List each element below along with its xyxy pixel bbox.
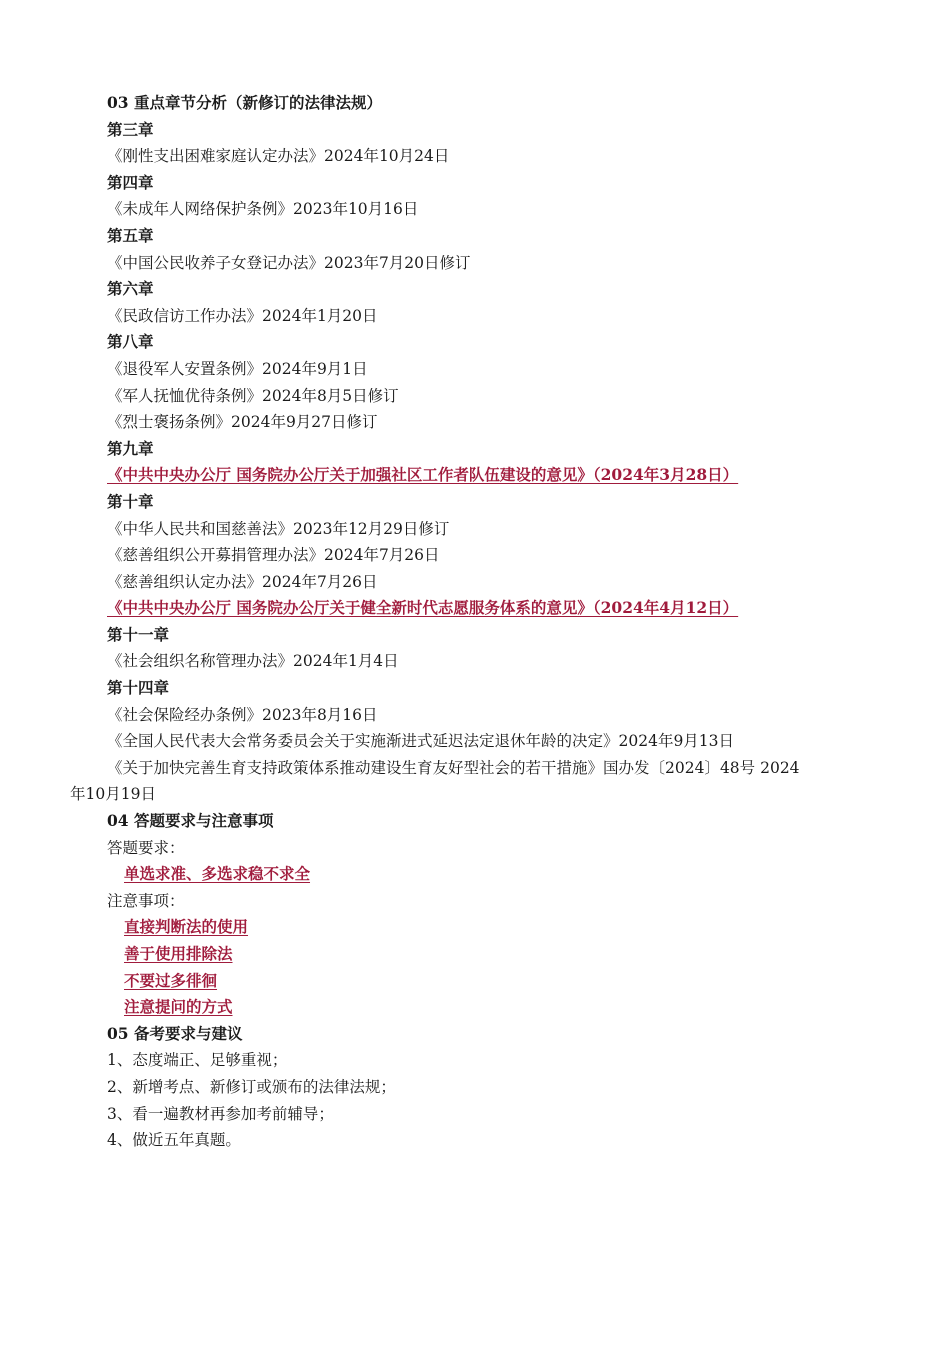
law-item: 《退役军人安置条例》2024年9月1日 xyxy=(107,359,368,378)
note-link[interactable]: 注意提问的方式 xyxy=(124,997,233,1017)
highlighted-policy-link[interactable]: 《中共中央办公厅 国务院办公厅关于加强社区工作者队伍建设的意见》（2024年3月28日） xyxy=(107,465,739,485)
suggestion-item: 4、做近五年真题。 xyxy=(107,1131,241,1150)
chapter-8-heading: 第八章 xyxy=(107,332,154,352)
law-item: 《关于加快完善生育支持政策体系推动建设生育友好型社会的若干措施》国办发〔2024〕48号 2024 xyxy=(107,758,800,777)
chapter-4-heading: 第四章 xyxy=(107,172,154,192)
document-page xyxy=(0,90,950,1154)
chapter-6-heading: 第六章 xyxy=(107,279,154,299)
chapter-14-heading: 第十四章 xyxy=(107,678,170,698)
note-link[interactable]: 不要过多徘徊 xyxy=(124,970,218,990)
answer-requirement-label: 答题要求： xyxy=(107,838,185,857)
law-item: 《慈善组织公开募捐管理办法》2024年7月26日 xyxy=(107,546,440,565)
law-item: 《中国公民收养子女登记办法》2023年7月20日修订 xyxy=(107,253,471,272)
law-item: 《民政信访工作办法》2024年1月20日 xyxy=(107,306,378,325)
suggestion-item: 3、看一遍教材再参加考前辅导； xyxy=(107,1104,334,1123)
answer-requirement-link[interactable]: 单选求准、多选求稳不求全 xyxy=(124,864,311,884)
highlighted-policy-link[interactable]: 《中共中央办公厅 国务院办公厅关于健全新时代志愿服务体系的意见》（2024年4月12日） xyxy=(107,598,739,618)
suggestion-item: 1、态度端正、足够重视； xyxy=(107,1051,288,1070)
law-item: 《社会保险经办条例》2023年8月16日 xyxy=(107,705,378,724)
law-item: 《全国人民代表大会常务委员会关于实施渐进式延迟法定退休年龄的决定》2024年9月13日 xyxy=(107,732,735,751)
note-link[interactable]: 善于使用排除法 xyxy=(124,944,233,963)
law-item: 《军人抚恤优待条例》2024年8月5日修订 xyxy=(107,386,399,405)
chapter-10-heading: 第十章 xyxy=(107,491,154,511)
chapter-11-heading: 第十一章 xyxy=(107,624,170,644)
section-04-title: 04 答题要求与注意事项 xyxy=(107,811,274,831)
chapter-9-heading: 第九章 xyxy=(107,438,154,458)
notes-label: 注意事项： xyxy=(107,891,185,910)
chapter-5-heading: 第五章 xyxy=(107,225,154,245)
law-item: 《慈善组织认定办法》2024年7月26日 xyxy=(107,572,378,591)
law-item: 《中华人民共和国慈善法》2023年12月29日修订 xyxy=(107,519,450,538)
law-item: 《未成年人网络保护条例》2023年10月16日 xyxy=(107,200,419,219)
law-item: 《刚性支出困难家庭认定办法》2024年10月24日 xyxy=(107,147,450,166)
section-05-title: 05 备考要求与建议 xyxy=(107,1023,243,1043)
section-03-title: 03 重点章节分析（新修订的法律法规） xyxy=(107,93,382,112)
suggestion-item: 2、新增考点、新修订或颁布的法律法规； xyxy=(107,1077,396,1096)
law-item-continuation: 年10月19日 xyxy=(70,785,156,804)
note-link[interactable]: 直接判断法的使用 xyxy=(124,917,249,937)
chapter-3-heading: 第三章 xyxy=(107,119,154,139)
law-item: 《社会组织名称管理办法》2024年1月4日 xyxy=(107,652,399,671)
law-item: 《烈士褒扬条例》2024年9月27日修订 xyxy=(107,413,378,432)
